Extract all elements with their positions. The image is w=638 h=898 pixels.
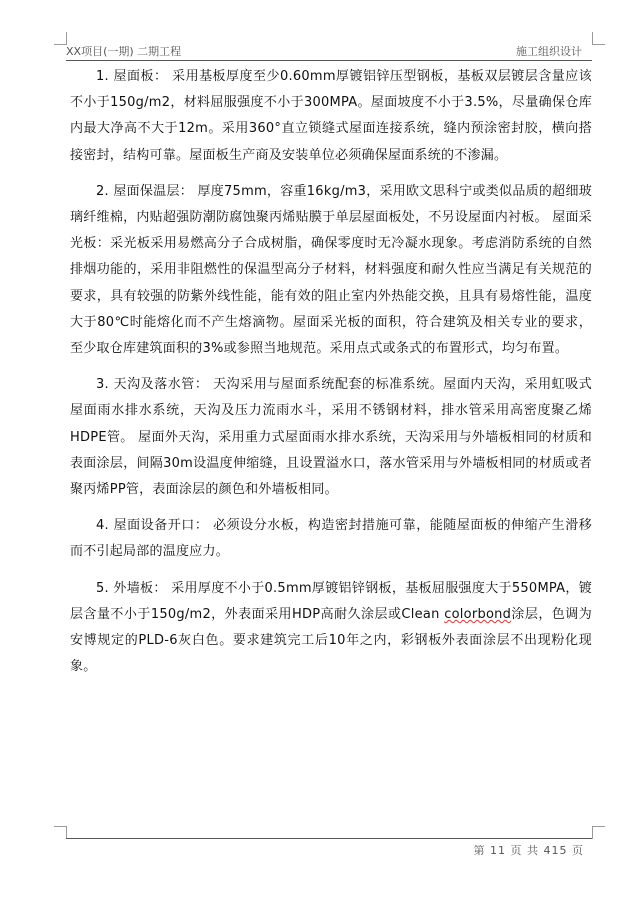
paragraph-label: 4. 屋面设备开口： bbox=[96, 518, 209, 534]
paragraph-gutter-downpipe bbox=[70, 372, 592, 503]
page-footer bbox=[66, 838, 592, 857]
paragraph-label: 5. 外墙板： bbox=[96, 580, 167, 596]
paragraph-text: 采用基板厚度至少0.60mm厚镀铝锌压型钢板，基板双层镀层含量应该不小于150g/m2，材料屈服强度不小于300MPA。屋面坡度不小于3.5%，尽量确保仓库内最大净高不大于12m。采用360°直立锁缝式屋面连接系统，缝内预涂密封胶，横向搭接密封，结构可靠。屋面板生产商及安装单位必须确保屋面系统的不渗漏。 bbox=[70, 69, 592, 163]
page-header bbox=[66, 42, 592, 61]
paragraph-text-start: 采用厚度不小于0.5mm厚镀铝锌钢板，基板屈服强度大于550MPA，镀层含量不小于150g/m2，外表面采用HDP高耐久涂层或Clean bbox=[70, 580, 592, 622]
paragraph-wall-panel bbox=[70, 576, 592, 681]
paragraph-text: 天沟采用与屋面系统配套的标准系统。屋面内天沟，采用虹吸式屋面雨水排水系统，天沟及压力流雨水斗，采用不锈钢材料，排水管采用高密度聚乙烯HDPE管。 屋面外天沟，采用重力式屋面雨水排水系统，天沟采用与外墙板相同的材质和表面涂层，间隔30m设温度伸缩缝，且设置溢水口，落水管采用与外墙板相同的材质或者聚丙烯PP管，表面涂层的颜色和外墙板相同。 bbox=[70, 377, 592, 498]
paragraph-label: 2. 屋面保温层： bbox=[96, 183, 194, 199]
paragraph-label: 1. 屋面板： bbox=[96, 69, 168, 84]
header-document-title: 施工组织设计 bbox=[516, 45, 582, 58]
paragraph-text: 厚度75mm，容重16kg/m3，采用欧文思科宁或类似品质的超细玻璃纤维棉，内贴超强防潮防腐蚀聚丙烯贴膜于单层屋面板处，不另设屋面内衬板。 屋面采光板：采光板采用易燃高分子合成树脂，确保零度时无冷凝水现象。考虑消防系统的自然排烟功能的，采用非阻燃性的保温型高分子材料，材料强度和耐久性应当满足有关规范的要求，具有较强的防紫外线性能，能有效的阻止室内外热能交换，且具有易熔性能，温度大于80℃时能熔化而不产生熔滴物。屋面采光板的面积，符合建筑及相关专业的要求，至少取仓库建筑面积的3%或参照当地规范。采用点式或条式的布置形式，均匀布置。 bbox=[70, 183, 592, 357]
paragraph-text: 必须设分水板，构造密封措施可靠，能随屋面板的伸缩产生滑移而不引起局部的温度应力。 bbox=[70, 518, 592, 560]
paragraph-roof-panel bbox=[70, 64, 592, 169]
spellcheck-underlined-word: colorbond bbox=[444, 606, 512, 622]
paragraph-label: 3. 天沟及落水管： bbox=[96, 377, 209, 393]
crop-mark-top-right bbox=[592, 32, 605, 45]
crop-mark-bottom-right bbox=[592, 826, 605, 839]
paragraph-text-end: 涂层，色调为安博规定的PLD-6灰白色。要求建筑完工后10年之内，彩钢板外表面涂层不出现粉化现象。 bbox=[70, 606, 592, 675]
header-project-name: XX项目(一期) 二期工程 bbox=[66, 45, 182, 58]
paragraph-roof-insulation bbox=[70, 179, 592, 362]
document-body bbox=[70, 64, 592, 690]
page-number: 第 11 页 共 415 页 bbox=[473, 844, 584, 857]
paragraph-roof-openings bbox=[70, 513, 592, 565]
